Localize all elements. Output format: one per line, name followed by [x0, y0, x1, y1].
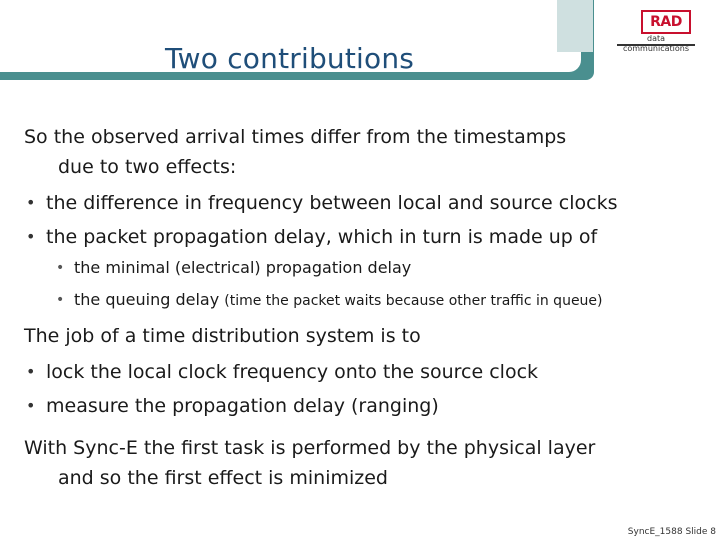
- list-item: [24, 224, 704, 313]
- sub-bullet-note: (time the packet waits because other traffic in queue): [224, 293, 603, 309]
- list-item: [24, 359, 704, 385]
- sub-bullet-icon: •: [56, 292, 65, 308]
- slide-footer: SyncE_1588 Slide 8: [627, 527, 716, 537]
- slide-body: [24, 122, 704, 493]
- sub-bullet-icon: •: [56, 260, 65, 276]
- bullet-icon: •: [26, 396, 36, 415]
- list-item: [24, 393, 704, 419]
- sub-bullet-text: the minimal (electrical) propagation delay: [74, 258, 412, 277]
- company-logo: [617, 10, 695, 53]
- bullet-icon: •: [26, 362, 36, 381]
- bullet-icon: •: [26, 227, 36, 246]
- bullet-text: the packet propagation delay, which in turn is made up of: [46, 226, 598, 248]
- sublist-item: [54, 288, 704, 313]
- tasks-list: [24, 359, 704, 419]
- logo-tagline: data communications: [617, 34, 695, 46]
- sublist-item: [54, 256, 704, 280]
- intro-line-2: due to two effects:: [58, 156, 237, 178]
- slide-title: Two contributions: [165, 42, 415, 75]
- decorative-tab: [557, 0, 593, 52]
- bullet-text: lock the local clock frequency onto the source clock: [46, 361, 539, 383]
- synce-paragraph: [24, 433, 704, 493]
- effects-list: [24, 190, 704, 313]
- job-paragraph: The job of a time distribution system is to: [24, 325, 421, 347]
- bullet-text: measure the propagation delay (ranging): [46, 395, 439, 417]
- synce-line-1: With Sync-E the first task is performed by the physical layer: [24, 437, 596, 459]
- sub-bullet-text: the queuing delay: [74, 290, 220, 309]
- intro-paragraph: [24, 122, 704, 182]
- bullet-icon: •: [26, 193, 36, 212]
- delay-sublist: [54, 256, 704, 313]
- logo-wordmark: RAD: [641, 10, 691, 34]
- list-item: [24, 190, 704, 216]
- intro-line-1: So the observed arrival times differ from the timestamps: [24, 126, 567, 148]
- synce-line-2: and so the first effect is minimized: [58, 467, 388, 489]
- bullet-text: the difference in frequency between local and source clocks: [46, 192, 618, 214]
